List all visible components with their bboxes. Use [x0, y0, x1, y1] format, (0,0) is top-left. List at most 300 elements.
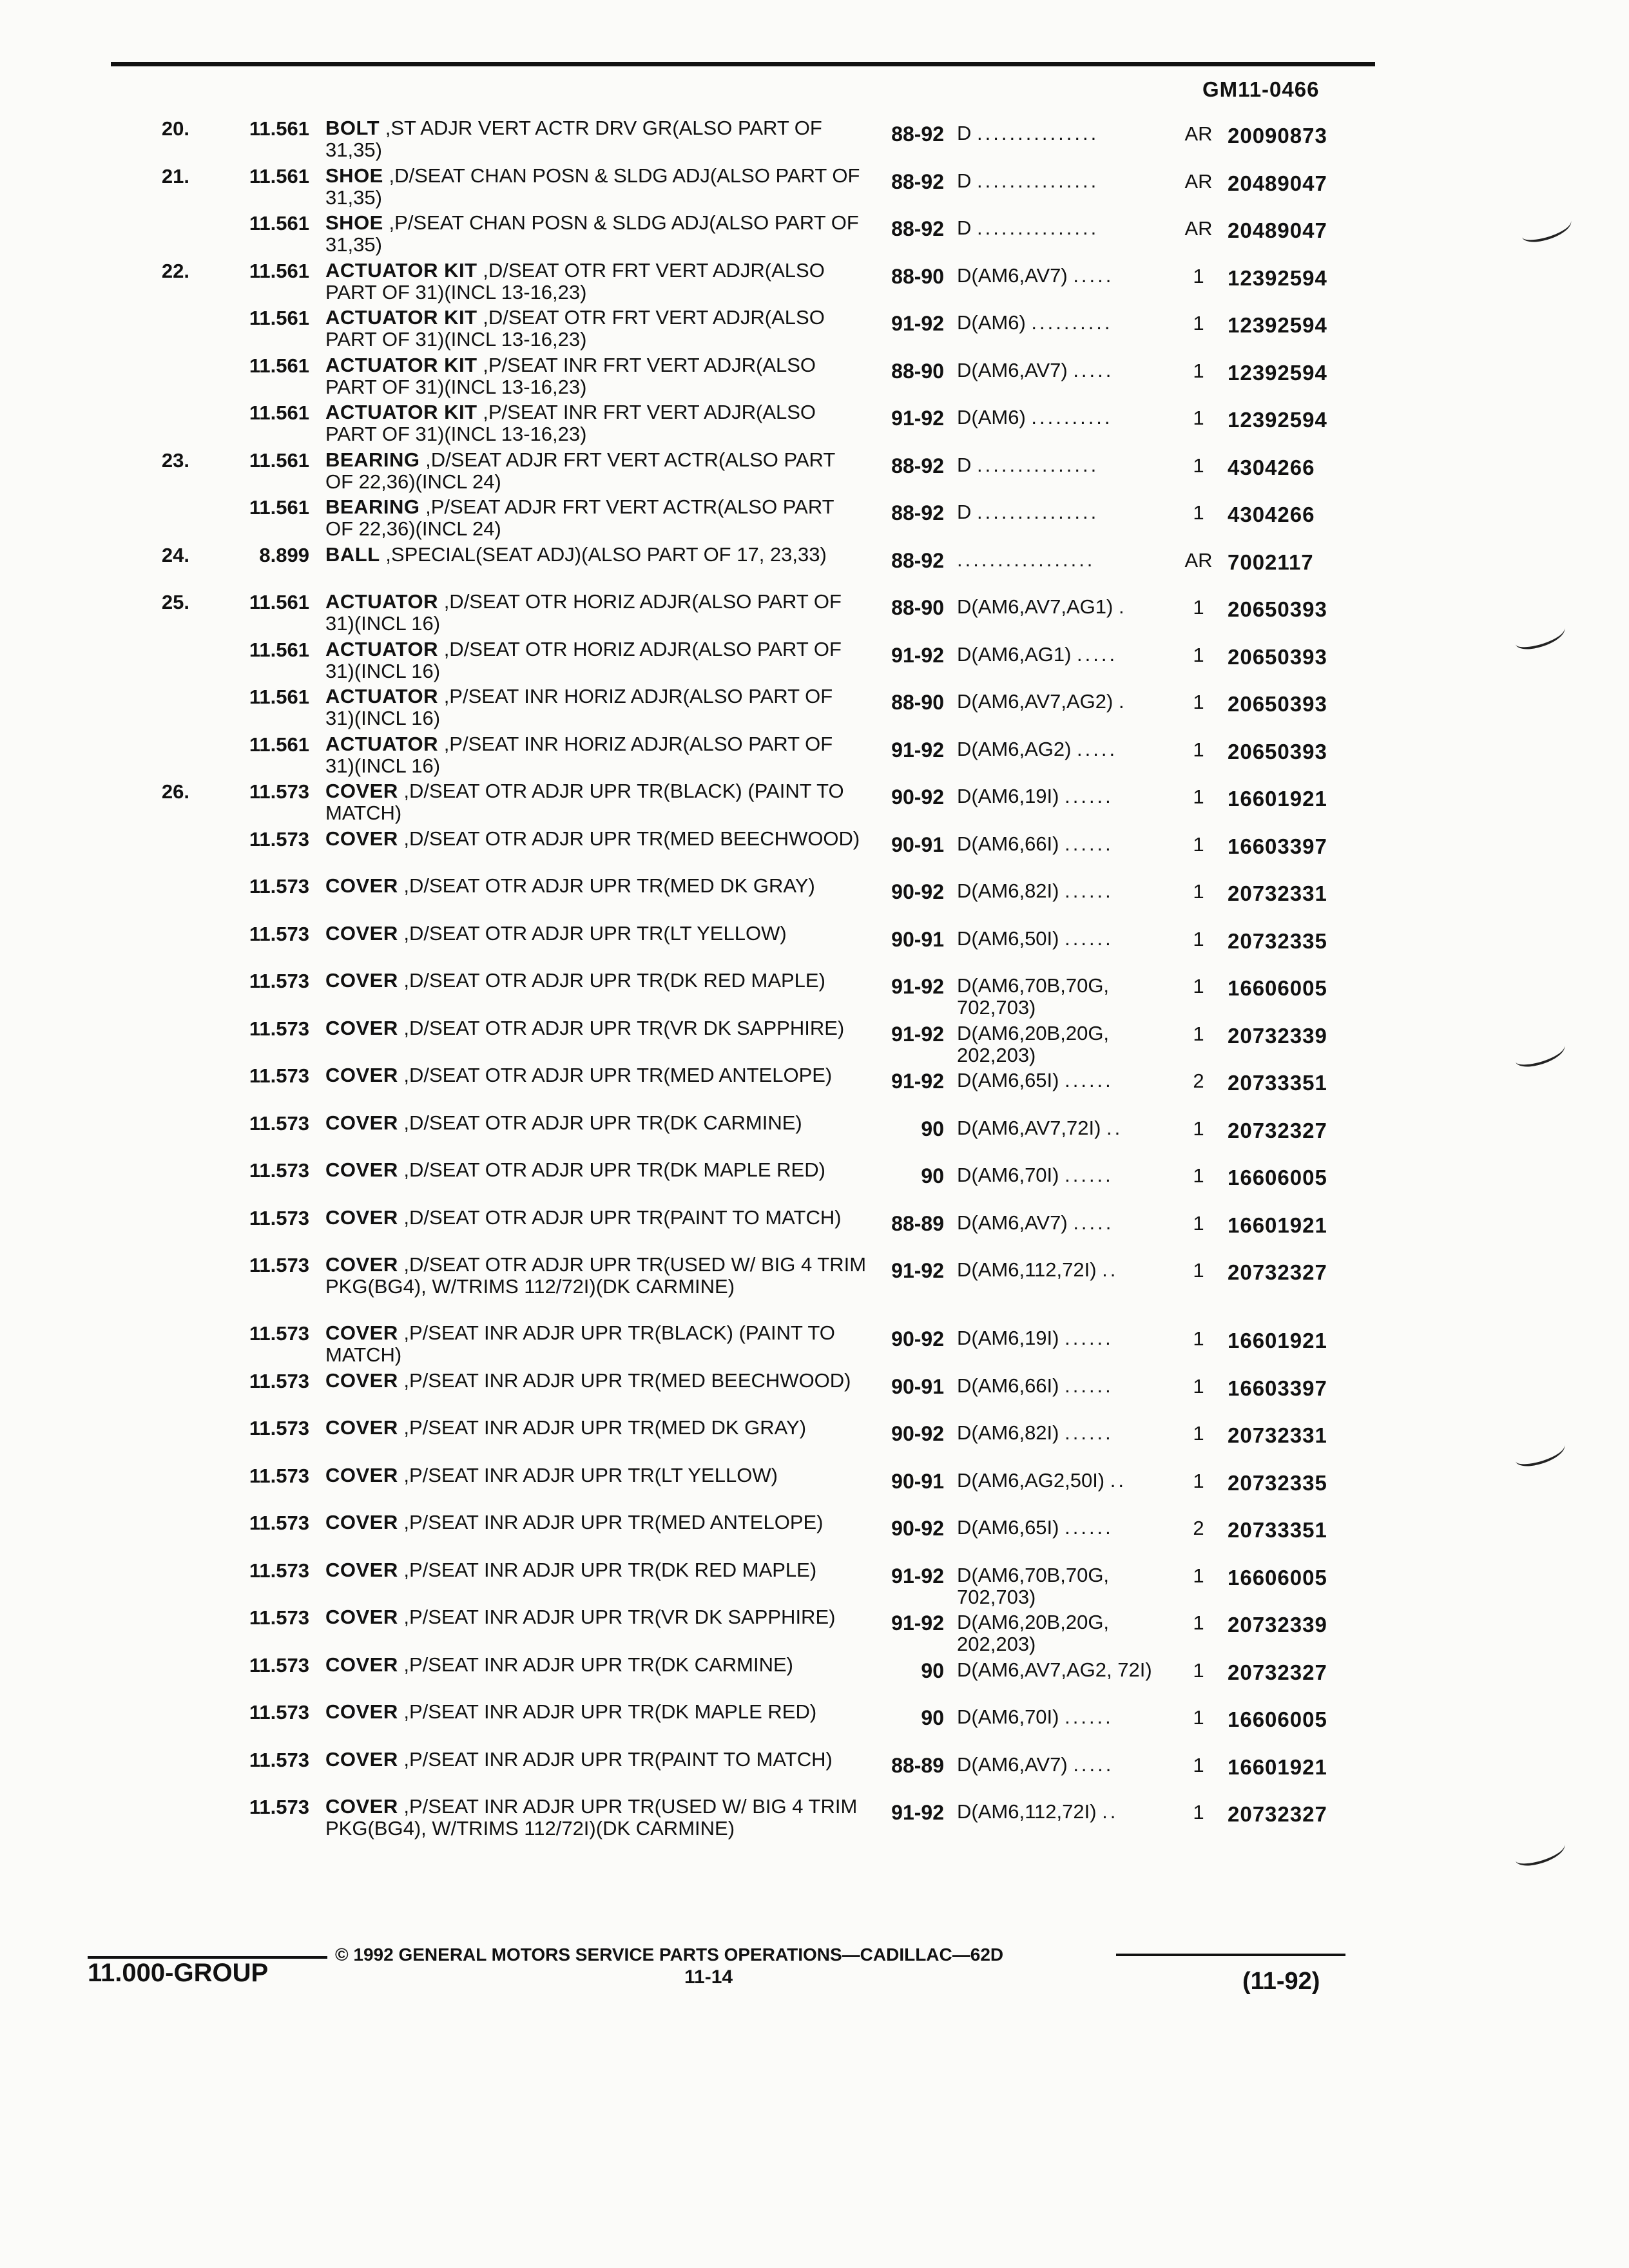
option-codes: D(AM6,70I): [957, 1164, 1059, 1186]
part-entry: [0, 591, 1629, 639]
model-years: 90-91: [891, 832, 944, 856]
quantity: 1: [1193, 1706, 1204, 1729]
part-description: [325, 1370, 867, 1392]
leader-dots: ......: [1065, 1164, 1113, 1186]
part-entry: [0, 1159, 1629, 1207]
usage-options: [957, 596, 1170, 618]
leader-dots: ..: [1102, 1800, 1119, 1823]
group-number: 11.573: [249, 922, 309, 945]
part-detail: ,P/SEAT INR ADJR UPR TR(PAINT TO MATCH): [403, 1747, 833, 1771]
part-number: 12392594: [1228, 408, 1327, 432]
group-number: 11.561: [249, 117, 309, 140]
quantity: 1: [1193, 407, 1204, 429]
part-entry: [0, 1606, 1629, 1654]
part-detail: ,P/SEAT INR HORIZ ADJR(ALSO PART OF 31)(INCL 16): [325, 685, 833, 729]
part-name: BOLT: [325, 117, 380, 139]
part-number: 12392594: [1228, 360, 1327, 385]
part-number: 20732327: [1228, 1260, 1327, 1284]
figure-number: 25.: [161, 591, 189, 613]
usage-options: [957, 975, 1170, 1019]
group-number: 11.573: [249, 1206, 309, 1229]
part-name: ACTUATOR: [325, 637, 439, 660]
group-number: 11.561: [249, 591, 309, 613]
part-description: [325, 970, 867, 992]
quantity: 1: [1193, 1327, 1204, 1350]
option-codes: D(AM6): [957, 406, 1026, 428]
option-codes: D(AM6): [957, 311, 1026, 334]
part-description: [325, 165, 867, 209]
group-number: 11.573: [249, 1701, 309, 1724]
part-number: 20732327: [1228, 1118, 1327, 1142]
group-number: 11.561: [249, 638, 309, 661]
part-entry: [0, 1417, 1629, 1465]
part-name: COVER: [325, 780, 398, 802]
model-years: 91-92: [891, 1259, 944, 1282]
part-description: [325, 260, 867, 303]
option-codes: D(AM6,20B,20G, 202,203): [957, 1021, 1110, 1066]
usage-options: [957, 1212, 1170, 1234]
part-number: 20650393: [1228, 644, 1327, 669]
group-number: 11.573: [249, 1606, 309, 1629]
usage-options: [957, 1564, 1170, 1608]
group-number: 11.573: [249, 1369, 309, 1392]
model-years: 91-92: [891, 1611, 944, 1635]
part-name: ACTUATOR: [325, 732, 439, 755]
part-number: 16606005: [1228, 1707, 1327, 1731]
part-name: BALL: [325, 543, 380, 566]
part-detail: ,P/SEAT ADJR FRT VERT ACTR(ALSO PART OF 22,36)(INCL 24): [325, 495, 834, 540]
quantity: 1: [1193, 1753, 1204, 1776]
quantity: AR: [1184, 122, 1213, 145]
leader-dots: ...............: [977, 169, 1099, 192]
part-name: ACTUATOR: [325, 685, 439, 707]
model-years: 91-92: [891, 643, 944, 667]
part-number: 16606005: [1228, 976, 1327, 1000]
part-number: 20090873: [1228, 124, 1327, 148]
leader-dots: ......: [1065, 1327, 1113, 1349]
quantity: 1: [1193, 832, 1204, 856]
model-years: 88-89: [891, 1211, 944, 1235]
part-detail: ,D/SEAT OTR FRT VERT ADJR(ALSO PART OF 31)(INCL 13-16,23): [325, 306, 825, 351]
part-entry: [0, 1654, 1629, 1702]
group-label: 11.000-GROUP: [88, 1959, 269, 1987]
leader-dots: ...............: [977, 501, 1099, 523]
group-number: 11.573: [249, 1322, 309, 1345]
part-number: 4304266: [1228, 455, 1315, 479]
part-description: [325, 1512, 867, 1533]
part-description: [325, 354, 867, 398]
part-entry: [0, 212, 1629, 260]
part-entry: [0, 923, 1629, 970]
part-number: 20732331: [1228, 881, 1327, 905]
part-description: [325, 1064, 867, 1086]
option-codes: D(AM6,19I): [957, 785, 1059, 807]
part-number: 4304266: [1228, 503, 1315, 526]
part-name: COVER: [325, 921, 398, 945]
model-years: 91-92: [891, 975, 944, 998]
option-codes: D(AM6,AV7,AG2, 72I): [957, 1658, 1152, 1681]
model-years: 91-92: [891, 1070, 944, 1093]
model-years: 91-92: [891, 1022, 944, 1046]
part-description: [325, 496, 867, 540]
leader-dots: .....: [1073, 358, 1114, 381]
option-codes: D(AM6,AG2,50I): [957, 1468, 1105, 1492]
part-description: [325, 686, 867, 729]
model-years: 91-92: [891, 1564, 944, 1588]
part-name: COVER: [325, 1653, 398, 1676]
part-name: COVER: [325, 1158, 398, 1181]
leader-dots: .....: [1073, 264, 1114, 287]
part-number: 16601921: [1228, 1329, 1327, 1352]
leader-dots: ......: [1065, 1069, 1113, 1091]
figure-number: 23.: [161, 448, 189, 472]
part-entry: [0, 875, 1629, 923]
part-detail: ,P/SEAT INR ADJR UPR TR(VR DK SAPPHIRE): [403, 1606, 836, 1628]
part-detail: ,D/SEAT OTR ADJR UPR TR(VR DK SAPPHIRE): [403, 1016, 845, 1039]
part-number: 20732331: [1228, 1423, 1327, 1447]
usage-options: [957, 691, 1170, 713]
part-number: 16601921: [1228, 1213, 1327, 1237]
part-description: [325, 1322, 867, 1366]
part-detail: ,D/SEAT OTR ADJR UPR TR(DK CARMINE): [403, 1111, 802, 1134]
part-name: COVER: [325, 1747, 398, 1771]
part-entry: [0, 1796, 1629, 1864]
part-description: [325, 307, 867, 351]
part-name: COVER: [325, 1606, 398, 1628]
group-number: 11.573: [249, 1159, 309, 1182]
group-number: 11.573: [249, 1017, 309, 1040]
leader-dots: ......: [1065, 1421, 1113, 1444]
leader-dots: ......: [1065, 1706, 1113, 1728]
part-description: [325, 1606, 867, 1628]
leader-dots: ...............: [977, 453, 1099, 476]
model-years: 88-92: [891, 169, 944, 193]
part-detail: ,D/SEAT ADJR FRT VERT ACTR(ALSO PART OF 22,36)(INCL 24): [325, 448, 835, 493]
usage-options: [957, 1517, 1170, 1539]
revision-date: (11-92): [1242, 1968, 1320, 1995]
part-name: COVER: [325, 827, 398, 850]
option-codes: D(AM6,82I): [957, 1421, 1059, 1444]
model-years: 88-92: [891, 454, 944, 477]
usage-options: [957, 170, 1170, 192]
model-years: 90-91: [891, 1374, 944, 1398]
part-detail: ,P/SEAT INR ADJR UPR TR(MED ANTELOPE): [403, 1511, 824, 1533]
part-number: 20732327: [1228, 1802, 1327, 1826]
part-name: ACTUATOR KIT: [325, 401, 477, 423]
option-codes: D: [957, 216, 972, 239]
figure-number: 20.: [161, 117, 189, 140]
part-number: 7002117: [1228, 550, 1314, 574]
model-years: 88-90: [891, 596, 944, 619]
usage-options: [957, 217, 1170, 239]
usage-options: [957, 1117, 1170, 1139]
part-number: 16601921: [1228, 1754, 1327, 1779]
usage-options: [957, 785, 1170, 807]
part-number: 20733351: [1228, 1071, 1327, 1095]
quantity: 1: [1193, 927, 1204, 950]
usage-options: [957, 1375, 1170, 1397]
model-years: 90-92: [891, 785, 944, 809]
part-entry: [0, 1112, 1629, 1160]
group-number: 11.573: [249, 1512, 309, 1534]
part-name: ACTUATOR KIT: [325, 258, 477, 282]
part-detail: ,P/SEAT INR ADJR UPR TR(DK MAPLE RED): [403, 1700, 817, 1723]
part-entry: [0, 1559, 1629, 1607]
part-entry: [0, 733, 1629, 781]
quantity: 1: [1193, 596, 1204, 619]
part-number: 20489047: [1228, 218, 1327, 242]
part-detail: ,D/SEAT OTR ADJR UPR TR(MED BEECHWOOD): [403, 827, 860, 850]
part-detail: ,P/SEAT INR ADJR UPR TR(USED W/ BIG 4 TRIM PKG(BG4), W/TRIMS 112/72I)(DK CARMINE): [325, 1795, 858, 1840]
part-detail: ,D/SEAT CHAN POSN & SLDG ADJ(ALSO PART OF 31,35): [325, 164, 860, 209]
part-entry: [0, 686, 1629, 733]
part-entry: [0, 354, 1629, 402]
part-detail: ,P/SEAT CHAN POSN & SLDG ADJ(ALSO PART OF 31,35): [325, 211, 859, 256]
part-description: [325, 1112, 867, 1134]
option-codes: D(AM6,66I): [957, 832, 1059, 855]
part-number: 16606005: [1228, 1166, 1327, 1189]
quantity: 1: [1193, 1117, 1204, 1140]
option-codes: D(AM6,AV7): [957, 264, 1068, 287]
group-number: 11.573: [249, 970, 309, 992]
part-name: COVER: [325, 1253, 398, 1276]
option-codes: D: [957, 501, 972, 523]
model-years: 91-92: [891, 407, 944, 430]
usage-options: [957, 312, 1170, 334]
leader-dots: .: [1118, 690, 1127, 713]
part-detail: ,P/SEAT INR ADJR UPR TR(BLACK) (PAINT TO MATCH): [325, 1321, 835, 1366]
leader-dots: .................: [957, 548, 1095, 571]
group-number: 11.573: [249, 1254, 309, 1276]
part-entry: [0, 544, 1629, 591]
part-name: COVER: [325, 1064, 398, 1086]
part-entry: [0, 1749, 1629, 1796]
quantity: 1: [1193, 359, 1204, 382]
model-years: 90-92: [891, 1327, 944, 1350]
part-detail: ,D/SEAT OTR ADJR UPR TR(USED W/ BIG 4 TRIM PKG(BG4), W/TRIMS 112/72I)(DK CARMINE): [325, 1253, 867, 1298]
part-entry: [0, 165, 1629, 213]
part-name: ACTUATOR KIT: [325, 353, 477, 376]
part-entry: [0, 401, 1629, 449]
part-description: [325, 1254, 867, 1298]
quantity: 2: [1193, 1070, 1204, 1092]
usage-options: [957, 1327, 1170, 1349]
part-name: COVER: [325, 1511, 398, 1533]
leader-dots: ......: [1065, 1374, 1113, 1397]
group-number: 11.561: [249, 164, 309, 187]
quantity: 1: [1193, 454, 1204, 477]
usage-options: [957, 1659, 1170, 1681]
part-detail: ,ST ADJR VERT ACTR DRV GR(ALSO PART OF 31,35): [325, 117, 822, 161]
part-description: [325, 1017, 867, 1039]
leader-dots: ......: [1065, 832, 1113, 855]
part-description: [325, 1654, 867, 1676]
part-description: [325, 780, 867, 824]
part-entry: [0, 970, 1629, 1017]
part-name: COVER: [325, 874, 398, 897]
usage-options: [957, 738, 1170, 760]
quantity: 1: [1193, 264, 1204, 287]
option-codes: D(AM6,112,72I): [957, 1800, 1097, 1823]
part-name: COVER: [325, 1795, 398, 1818]
part-number: 16601921: [1228, 787, 1327, 811]
option-codes: D(AM6,AV7,72I): [957, 1116, 1101, 1139]
option-codes: D(AM6,70I): [957, 1706, 1059, 1728]
part-description: [325, 828, 867, 850]
quantity: 1: [1193, 1374, 1204, 1398]
part-entry: [0, 639, 1629, 686]
option-codes: D(AM6,AV7): [957, 1211, 1068, 1234]
model-years: 88-89: [891, 1753, 944, 1777]
part-entry: [0, 1701, 1629, 1749]
part-detail: ,P/SEAT INR ADJR UPR TR(DK RED MAPLE): [403, 1558, 817, 1581]
quantity: 1: [1193, 738, 1204, 761]
option-codes: D(AM6,65I): [957, 1069, 1059, 1091]
part-entry: [0, 1322, 1629, 1370]
quantity: AR: [1184, 217, 1213, 240]
option-codes: D(AM6,82I): [957, 879, 1059, 902]
group-number: 11.561: [249, 733, 309, 756]
group-number: 11.573: [249, 1748, 309, 1771]
part-entry: [0, 1254, 1629, 1322]
group-number: 11.561: [249, 496, 309, 519]
model-years: 90: [921, 1164, 944, 1187]
part-description: [325, 1465, 867, 1486]
figure-number: 21.: [161, 164, 189, 187]
model-years: 88-92: [891, 501, 944, 524]
part-name: COVER: [325, 1558, 398, 1581]
group-number: 11.561: [249, 686, 309, 708]
part-description: [325, 117, 867, 161]
quantity: 1: [1193, 785, 1204, 808]
group-number: 11.573: [249, 875, 309, 898]
option-codes: D(AM6,AV7): [957, 1753, 1068, 1776]
part-number: 20732335: [1228, 928, 1327, 953]
model-years: 90-92: [891, 880, 944, 903]
model-years: 90-92: [891, 1517, 944, 1540]
part-name: ACTUATOR: [325, 590, 439, 613]
quantity: 1: [1193, 1611, 1204, 1634]
usage-options: [957, 360, 1170, 381]
part-name: COVER: [325, 1111, 398, 1134]
usage-options: [957, 1164, 1170, 1186]
option-codes: D(AM6,20B,20G, 202,203): [957, 1611, 1110, 1655]
quantity: 1: [1193, 1211, 1204, 1235]
option-codes: D(AM6,66I): [957, 1374, 1059, 1397]
part-detail: ,P/SEAT INR HORIZ ADJR(ALSO PART OF 31)(INCL 16): [325, 732, 833, 777]
part-description: [325, 875, 867, 897]
leader-dots: ...............: [977, 216, 1099, 239]
model-years: 88-90: [891, 691, 944, 714]
usage-options: [957, 928, 1170, 950]
group-number: 11.561: [249, 307, 309, 329]
usage-options: [957, 1706, 1170, 1728]
quantity: 1: [1193, 1422, 1204, 1445]
part-number: 16603397: [1228, 834, 1327, 858]
option-codes: D(AM6,AG1): [957, 642, 1072, 666]
option-codes: D(AM6,AV7): [957, 358, 1068, 381]
group-number: 11.573: [249, 780, 309, 803]
part-description: [325, 1701, 867, 1723]
model-years: 90-91: [891, 1469, 944, 1493]
part-description: [325, 591, 867, 635]
part-detail: ,D/SEAT OTR ADJR UPR TR(LT YELLOW): [403, 921, 787, 945]
part-entry: [0, 449, 1629, 497]
quantity: 1: [1193, 880, 1204, 903]
group-number: 11.573: [249, 1559, 309, 1582]
part-entry: [0, 828, 1629, 876]
part-detail: ,P/SEAT INR ADJR UPR TR(LT YELLOW): [403, 1463, 778, 1486]
quantity: 1: [1193, 1259, 1204, 1282]
model-years: 88-90: [891, 359, 944, 383]
part-detail: ,D/SEAT OTR ADJR UPR TR(MED DK GRAY): [403, 874, 815, 897]
part-entry: [0, 1207, 1629, 1254]
figure-number: 24.: [161, 543, 189, 566]
part-entry: [0, 260, 1629, 307]
option-codes: D: [957, 122, 972, 144]
part-detail: ,SPECIAL(SEAT ADJ)(ALSO PART OF 17, 23,33): [385, 543, 827, 566]
group-number: 8.899: [259, 543, 309, 566]
model-years: 90-92: [891, 1422, 944, 1445]
leader-dots: ..: [1110, 1468, 1126, 1492]
part-description: [325, 1749, 867, 1771]
part-name: COVER: [325, 1416, 398, 1439]
quantity: 1: [1193, 975, 1204, 997]
part-detail: ,P/SEAT INR ADJR UPR TR(MED DK GRAY): [403, 1416, 807, 1439]
part-name: COVER: [325, 1369, 398, 1392]
usage-options: [957, 1470, 1170, 1492]
usage-options: [957, 454, 1170, 476]
part-number: 20489047: [1228, 171, 1327, 195]
usage-options: [957, 265, 1170, 287]
part-name: BEARING: [325, 448, 420, 471]
part-number: 20650393: [1228, 597, 1327, 621]
part-number: 20733351: [1228, 1518, 1327, 1542]
part-description: [325, 401, 867, 445]
model-years: 90: [921, 1117, 944, 1140]
model-years: 91-92: [891, 1801, 944, 1824]
document-id: GM11-0466: [1202, 77, 1320, 101]
leader-dots: ..: [1106, 1116, 1123, 1139]
part-description: [325, 923, 867, 945]
part-name: SHOE: [325, 164, 383, 187]
part-detail: ,P/SEAT INR FRT VERT ADJR(ALSO PART OF 31)(INCL 13-16,23): [325, 353, 816, 398]
footer-rule: [1116, 1954, 1345, 1956]
option-codes: D(AM6,112,72I): [957, 1258, 1097, 1281]
part-detail: ,P/SEAT INR ADJR UPR TR(DK CARMINE): [403, 1653, 793, 1676]
part-number: 12392594: [1228, 313, 1327, 337]
leader-dots: .....: [1077, 642, 1118, 666]
group-number: 11.573: [249, 1111, 309, 1135]
usage-options: [957, 407, 1170, 428]
leader-dots: .....: [1073, 1753, 1114, 1776]
part-entry: [0, 307, 1629, 354]
usage-options: [957, 549, 1170, 571]
leader-dots: ..........: [1031, 406, 1113, 428]
model-years: 90: [921, 1658, 944, 1682]
model-years: 88-92: [891, 122, 944, 146]
model-years: 88-92: [891, 548, 944, 572]
figure-number: 22.: [161, 259, 189, 282]
part-description: [325, 639, 867, 682]
model-years: 91-92: [891, 738, 944, 762]
part-number: 20732335: [1228, 1470, 1327, 1495]
part-number: 20650393: [1228, 739, 1327, 764]
part-number: 20732339: [1228, 1613, 1327, 1637]
model-years: 90-91: [891, 927, 944, 951]
part-detail: ,P/SEAT INR ADJR UPR TR(MED BEECHWOOD): [403, 1369, 851, 1392]
group-number: 11.573: [249, 827, 309, 850]
